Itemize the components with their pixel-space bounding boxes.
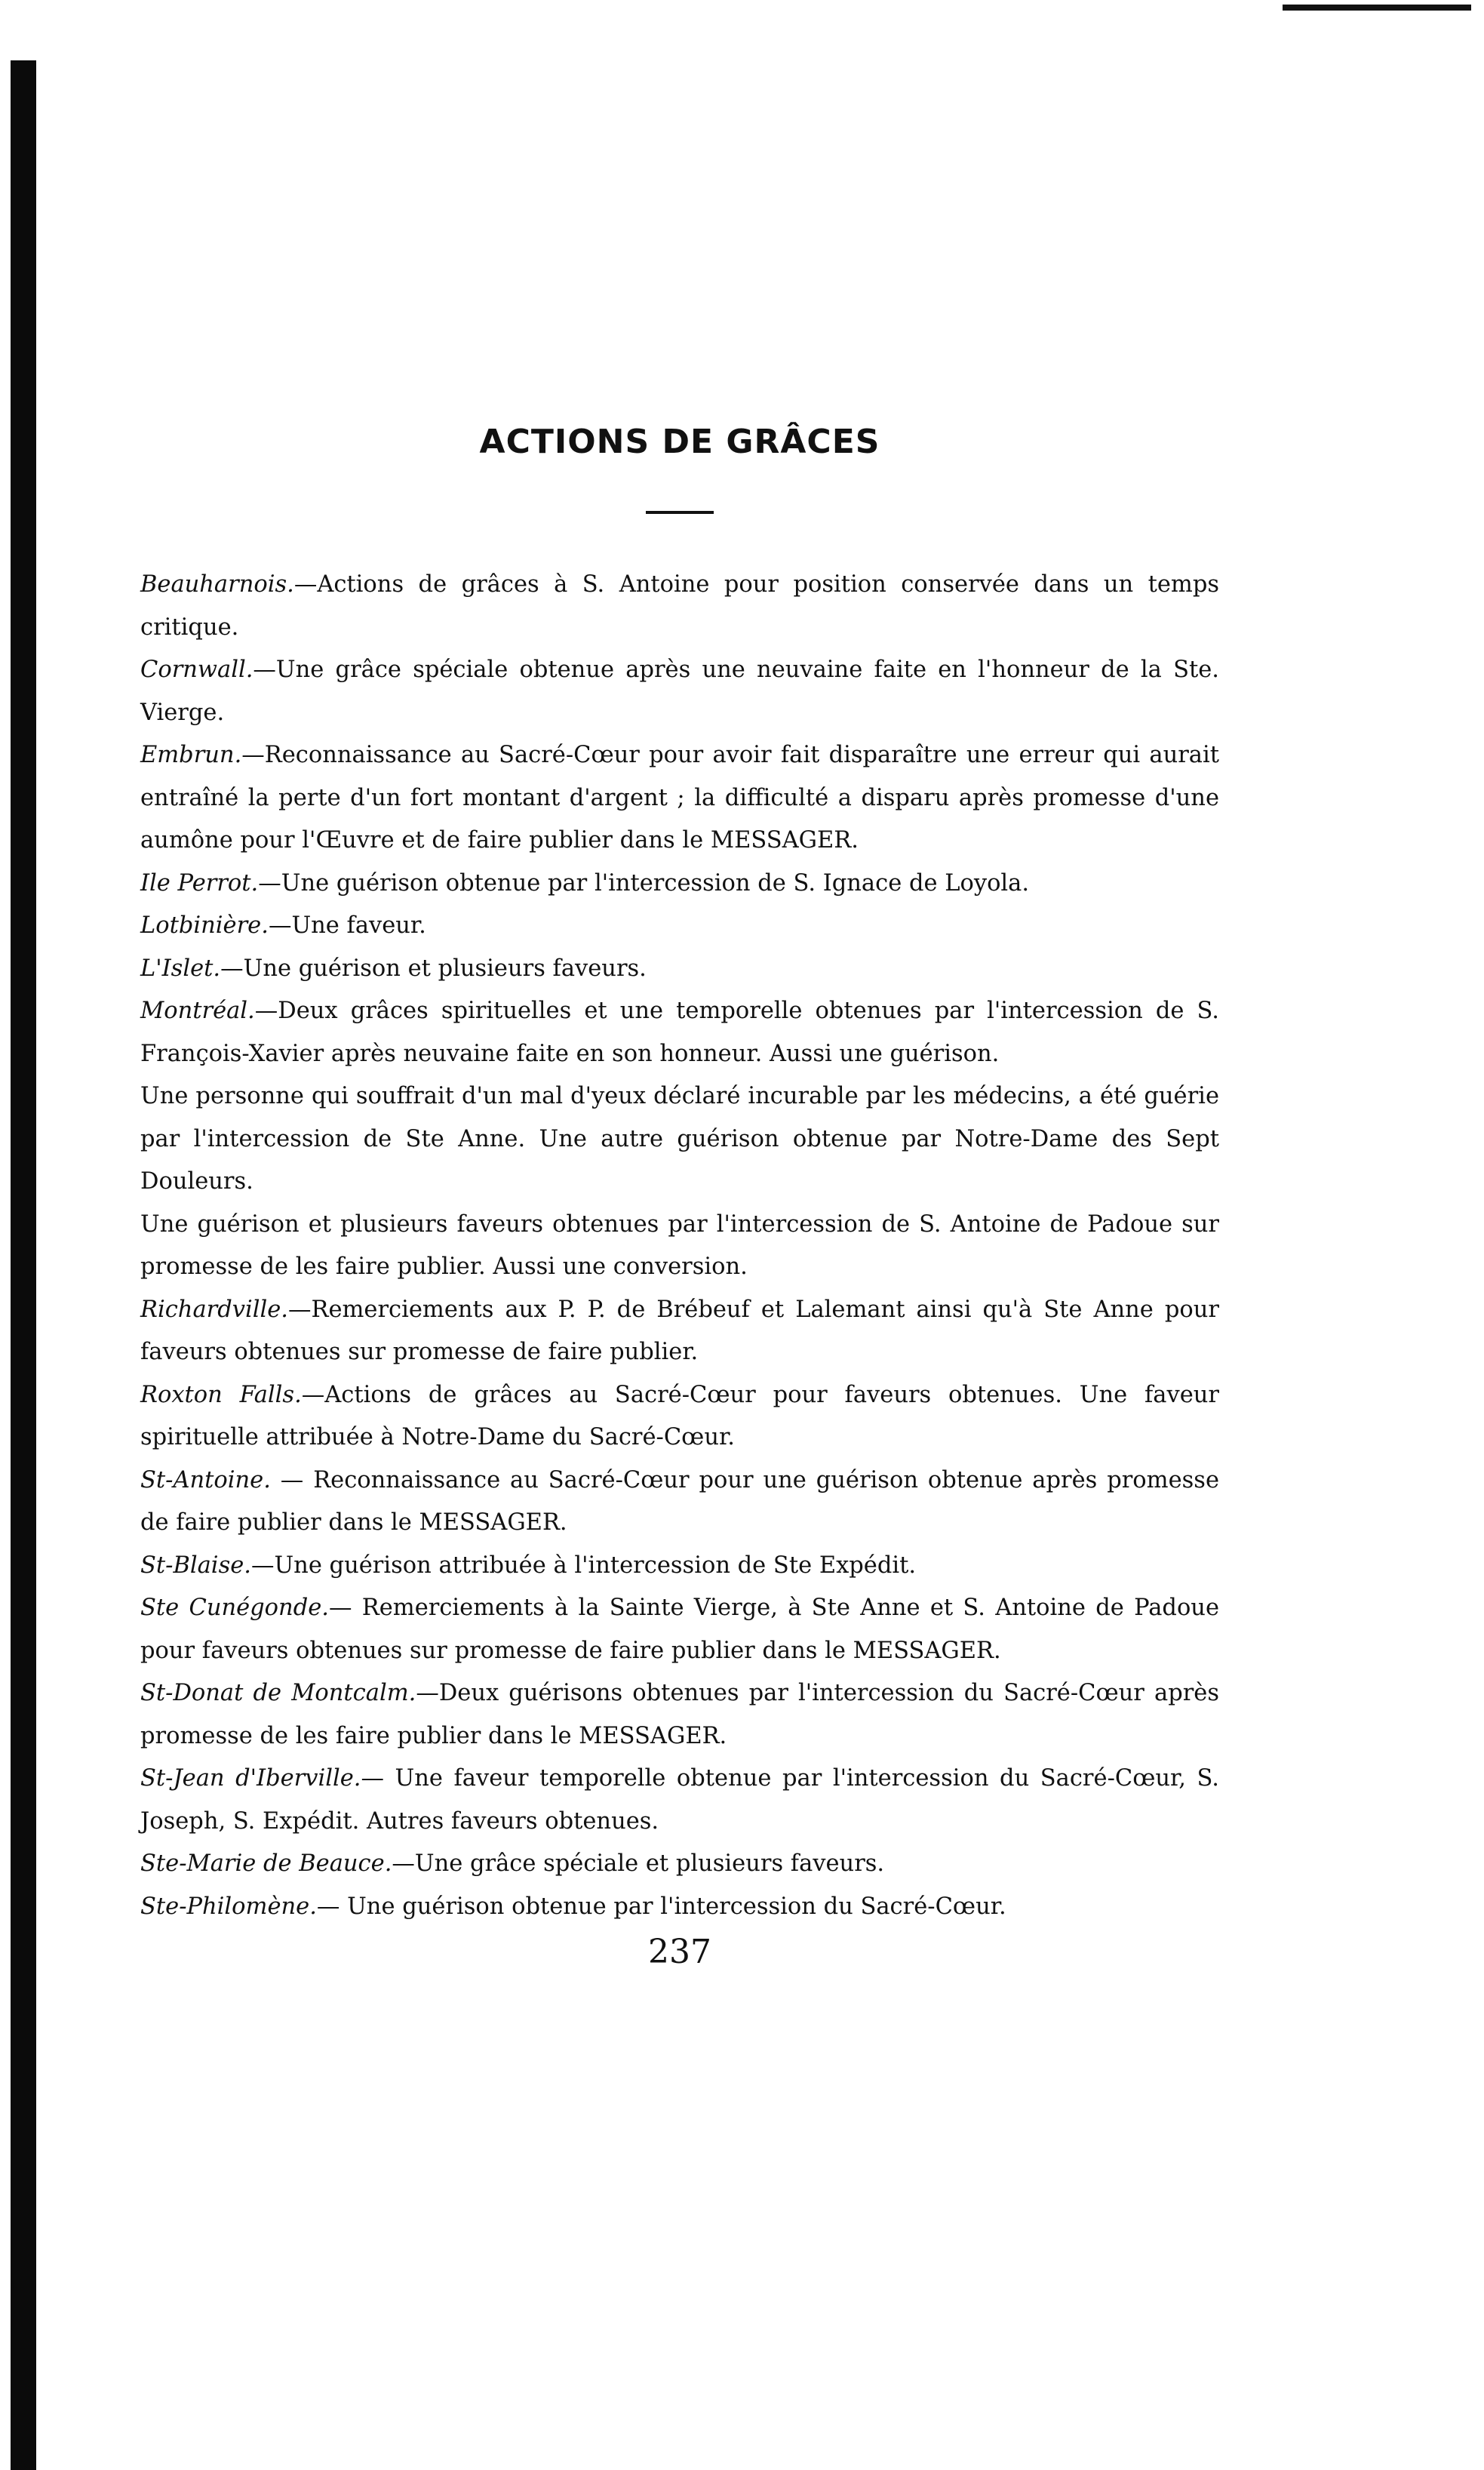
page-heading: ACTIONS DE GRÂCES — [479, 423, 880, 461]
entry — [140, 1075, 1219, 1204]
entry-place: Ste-Philomène. — [140, 1893, 317, 1920]
entry-text: —Deux grâces spirituelles et une temporelle obtenues par l'intercession de S. François-Xavier après neuvaine faite en son honneur. Aussi une guérison. — [140, 998, 1219, 1067]
entry-text: —Une faveur. — [268, 912, 426, 939]
entry-place: St-Blaise. — [140, 1552, 251, 1579]
entry — [140, 1672, 1219, 1758]
entry-place: Ste Cunégonde. — [140, 1595, 329, 1621]
entry-text: — Une faveur temporelle obtenue par l'intercession du Sacré-Cœur, S. Joseph, S. Expédit. Autres faveurs obtenues. — [140, 1765, 1219, 1835]
entry-text: Une personne qui souffrait d'un mal d'yeux déclaré incurable par les médecins, a été guérie par l'intercession de Ste Anne. Une autre guérison obtenue par Notre-Dame des Sept Douleurs. — [140, 1083, 1219, 1195]
entry-text: —Une guérison et plusieurs faveurs. — [220, 955, 647, 982]
heading-divider — [646, 511, 714, 514]
entry-place: L'Islet. — [140, 955, 221, 982]
entries-list — [140, 564, 1219, 1928]
entry — [140, 564, 1219, 649]
entry — [140, 1545, 1219, 1588]
entry-text: — Remerciements à la Sainte Vierge, à Ste Anne et S. Antoine de Padoue pour faveurs obtenues sur promesse de faire publier dans le MESSAGER. — [140, 1595, 1219, 1664]
entry-text: —Une grâce spéciale obtenue après une neuvaine faite en l'honneur de la Ste. Vierge. — [140, 657, 1219, 726]
entry-text: —Actions de grâces au Sacré-Cœur pour faveurs obtenues. Une faveur spirituelle attribuée à Notre-Dame du Sacré-Cœur. — [140, 1381, 1219, 1450]
scan-edge-bar — [11, 60, 36, 2470]
entry-text: —Une guérison obtenue par l'intercession de S. Ignace de Loyola. — [258, 869, 1030, 897]
entry-place: Embrun. — [140, 742, 242, 768]
entry-place: Ile Perrot. — [140, 869, 259, 897]
entry — [140, 990, 1219, 1075]
entry-text: —Remerciements aux P. P. de Brébeuf et Lalemant ainsi qu'à Ste Anne pour faveurs obtenues sur promesse de faire publier. — [140, 1296, 1219, 1365]
entry-place: St-Jean d'Iberville. — [140, 1765, 361, 1792]
entry-place: Roxton Falls. — [140, 1381, 302, 1408]
scan-top-line — [1283, 5, 1471, 11]
entry — [140, 1204, 1219, 1289]
entry — [140, 1587, 1219, 1672]
entry — [140, 1460, 1219, 1545]
entry-text: — Une guérison obtenue par l'intercession du Sacré-Cœur. — [316, 1893, 1006, 1920]
page-number: 237 — [648, 1933, 711, 1971]
entry-place: Cornwall. — [140, 657, 253, 683]
entry — [140, 1886, 1219, 1929]
entry — [140, 734, 1219, 863]
entry — [140, 1289, 1219, 1374]
entry-text: —Une grâce spéciale et plusieurs faveurs. — [392, 1850, 885, 1877]
entry-place: St-Donat de Montcalm. — [140, 1680, 416, 1706]
entry-text: —Deux guérisons obtenues par l'intercession du Sacré-Cœur après promesse de les faire publier dans le MESSAGER. — [140, 1680, 1220, 1749]
entry-text: — Reconnaissance au Sacré-Cœur pour une guérison obtenue après promesse de faire publier dans le MESSAGER. — [140, 1466, 1219, 1536]
entry-place: Richardville. — [140, 1296, 288, 1323]
entry-text: Une guérison et plusieurs faveurs obtenues par l'intercession de S. Antoine de Padoue sur promesse de les faire publier. Aussi une conversion. — [140, 1210, 1219, 1280]
entry-place: Lotbinière. — [140, 912, 269, 939]
entry-text: —Une guérison attribuée à l'intercession de Ste Expédit. — [250, 1552, 917, 1579]
entry — [140, 948, 1219, 991]
entry — [140, 905, 1219, 948]
entry-text: —Actions de grâces à S. Antoine pour position conservée dans un temps critique. — [140, 571, 1219, 641]
entry-place: Montréal. — [140, 998, 255, 1024]
entry-place: Beauharnois. — [140, 571, 294, 598]
entry — [140, 649, 1219, 734]
document-page — [140, 423, 1219, 1971]
entry — [140, 1843, 1219, 1886]
entry — [140, 1758, 1219, 1843]
entry-text: —Reconnaissance au Sacré-Cœur pour avoir fait disparaître une erreur qui aurait entraîné la perte d'un fort montant d'argent ; la difficulté a disparu après promesse d'une aumône pour l'Œuvre et de faire publier dans le MESSAGER. — [140, 742, 1219, 854]
entry-place: Ste-Marie de Beauce. — [140, 1850, 392, 1877]
entry — [140, 863, 1219, 906]
entry — [140, 1374, 1219, 1460]
entry-place: St-Antoine. — [140, 1466, 271, 1493]
